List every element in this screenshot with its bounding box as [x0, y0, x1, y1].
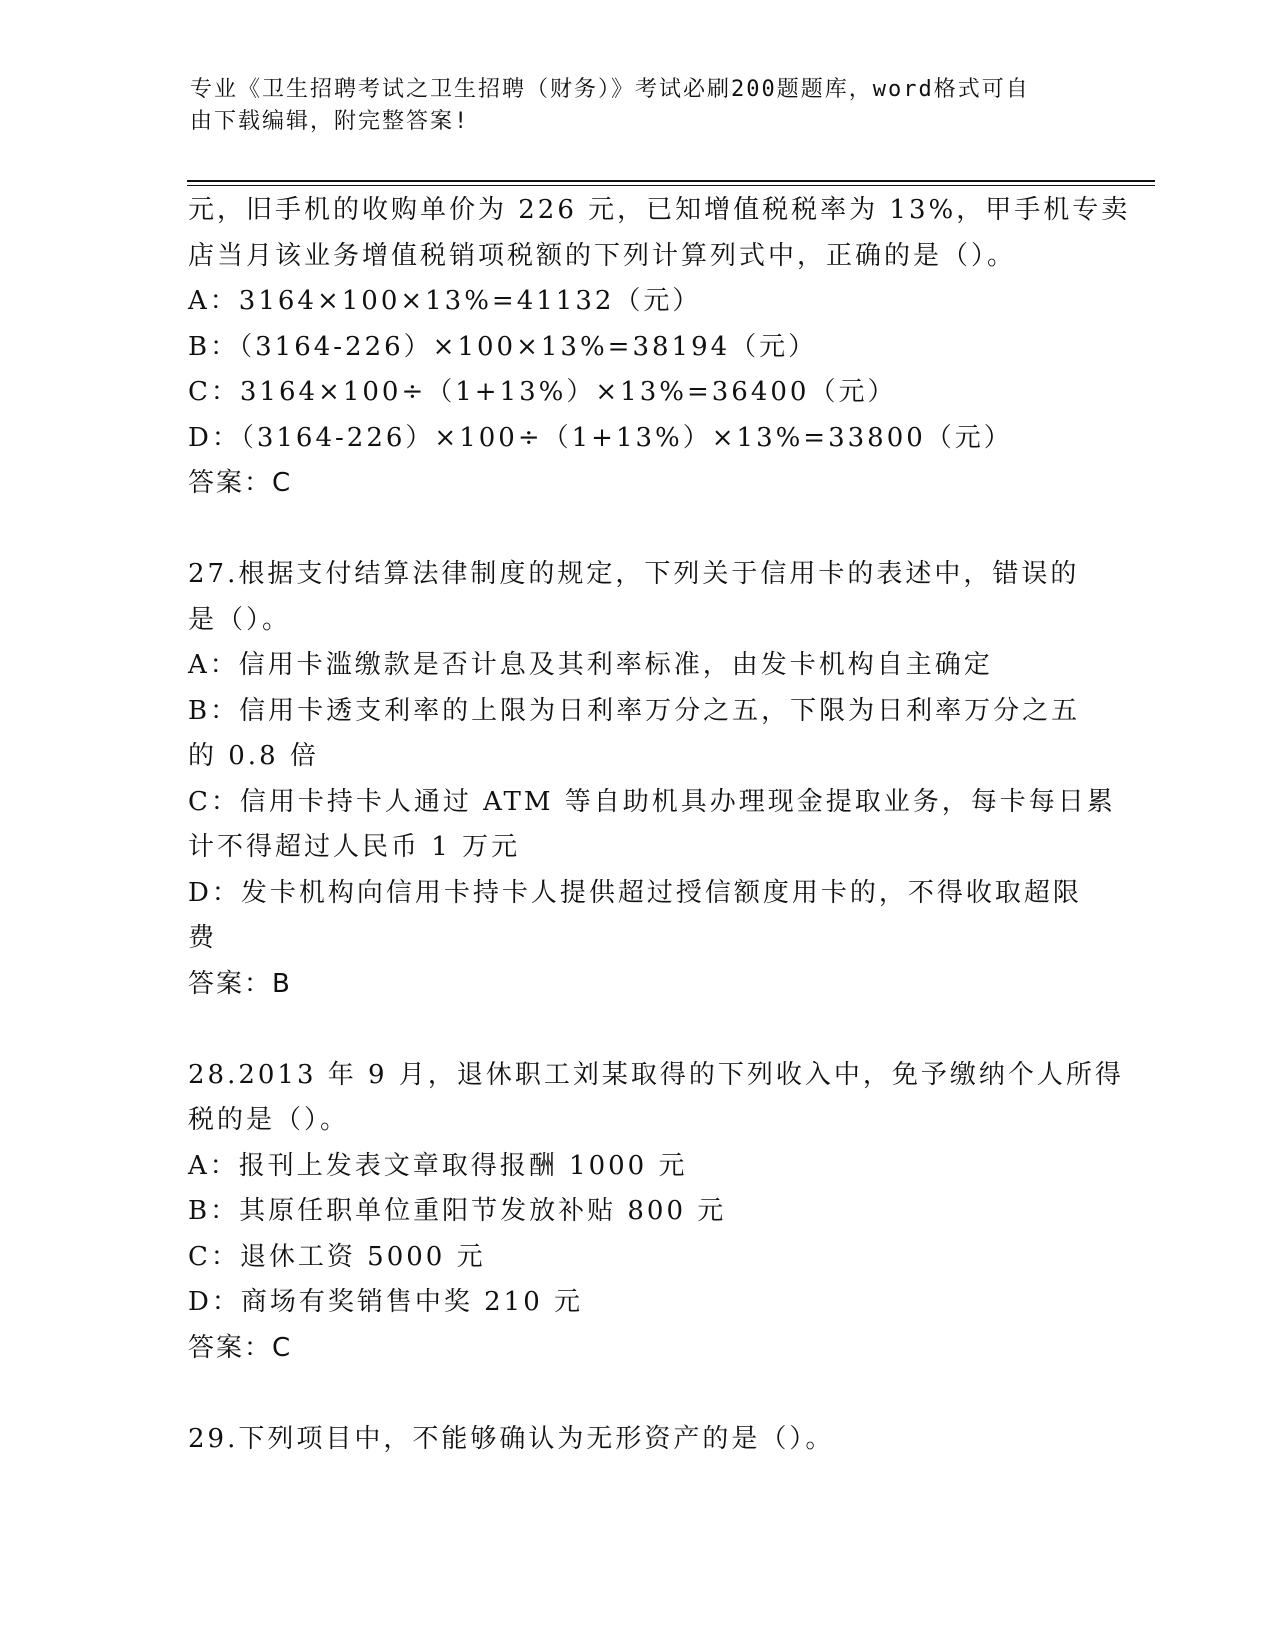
question-content	[188, 188, 1131, 1462]
option-d: D：发卡机构向信用卡持卡人提供超过授信额度用卡的，不得收取超限	[188, 877, 1082, 908]
option-d-continued: 费	[188, 923, 218, 953]
question-stem: 28.2013 年 9 月，退休职工刘某取得的下列收入中，免予缴纳个人所得	[188, 1059, 1124, 1090]
option-a: A：3164×100×13%=41132（元）	[188, 286, 702, 316]
option-b: B：信用卡透支利率的上限为日利率万分之五，下限为日利率万分之五	[188, 695, 1081, 726]
option-a: A：报刊上发表文章取得报酬 1000 元	[188, 1150, 688, 1181]
option-c: C：3164×100÷（1+13%）×13%=36400（元）	[188, 377, 897, 407]
option-c: C：信用卡持卡人通过 ATM 等自助机具办理现金提取业务，每卡每日累	[188, 786, 1116, 817]
question-stem: 店当月该业务增值税销项税额的下列计算列式中，正确的是（）。	[188, 240, 1017, 271]
document-header	[190, 74, 1070, 138]
answer-line: 答案：C	[188, 468, 293, 498]
question-29	[188, 1417, 1088, 1463]
header-rule-thin	[187, 185, 1155, 186]
header-line-2: 由下载编辑，附完整答案!	[190, 109, 470, 134]
option-c-continued: 计不得超过人民币 1 万元	[188, 832, 521, 862]
option-b: B：（3164-226）×100×13%=38194（元）	[188, 331, 818, 362]
header-rule-thick	[187, 180, 1155, 182]
question-stem: 29.下列项目中，不能够确认为无形资产的是（）。	[188, 1423, 835, 1454]
option-b: B：其原任职单位重阳节发放补贴 800 元	[188, 1196, 727, 1226]
question-stem: 是（）。	[188, 604, 292, 635]
question-27	[188, 552, 1116, 1007]
question-stem: 元，旧手机的收购单价为 226 元，已知增值税税率为 13%，甲手机专卖	[188, 195, 1131, 225]
option-d: D：（3164-226）×100÷（1+13%）×13%=33800（元）	[188, 422, 1013, 453]
question-26	[188, 188, 1131, 507]
answer-line: 答案：C	[188, 1332, 293, 1363]
answer-line: 答案：B	[188, 968, 292, 999]
option-c: C：退休工资 5000 元	[188, 1241, 486, 1272]
option-d: D：商场有奖销售中奖 210 元	[188, 1287, 584, 1317]
question-stem: 税的是（）。	[188, 1105, 350, 1135]
option-a: A：信用卡滥缴款是否计息及其利率标准，由发卡机构自主确定	[188, 650, 993, 680]
header-line-1: 专业《卫生招聘考试之卫生招聘（财务）》考试必刷200题题库，word格式可自	[190, 77, 1030, 102]
question-28	[188, 1053, 1124, 1372]
question-stem: 27.根据支付结算法律制度的规定，下列关于信用卡的表述中，错误的	[188, 559, 1080, 589]
option-b-continued: 的 0.8 倍	[188, 741, 319, 771]
